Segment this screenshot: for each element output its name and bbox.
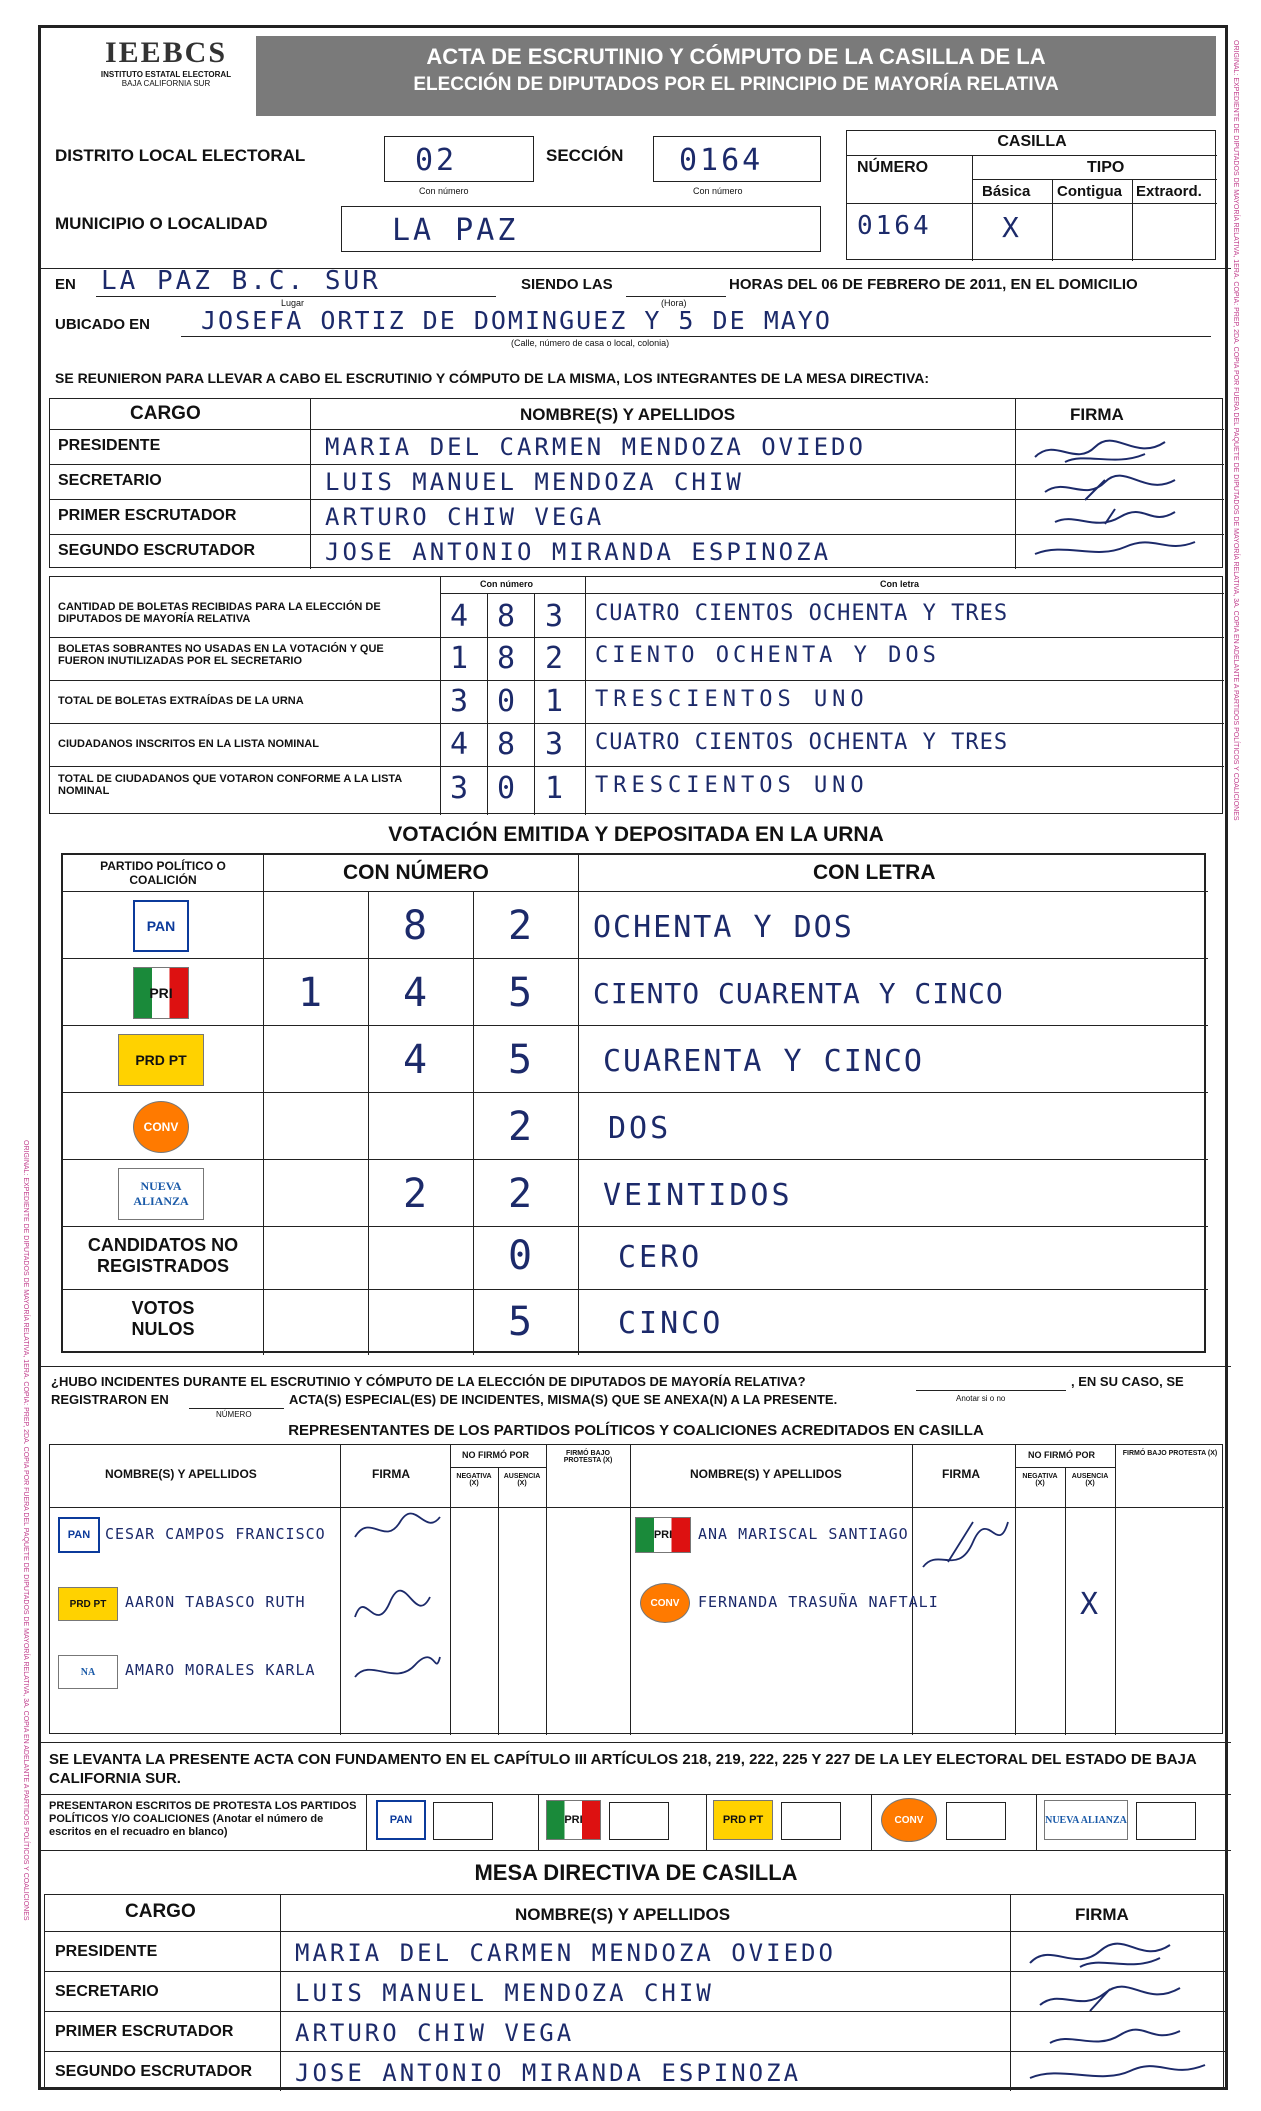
pan-logo-icon: PAN	[133, 900, 189, 952]
casilla-contigua-label: Contigua	[1057, 183, 1122, 200]
boletas-row-inscritos-letra: CUATRO CIENTOS OCHENTA Y TRES	[595, 730, 1009, 755]
votacion-cnr-d3: 0	[508, 1233, 536, 1279]
section-value: 0164	[679, 143, 764, 178]
votacion-pri-letra: CIENTO CUARENTA Y CINCO	[593, 977, 1004, 1010]
boletas-row-votaron-d2: 0	[497, 771, 519, 806]
protesta-prd-pt-box[interactable]	[781, 1802, 841, 1840]
boletas-row-sobrantes-letra: CIENTO OCHENTA Y DOS	[595, 643, 940, 668]
mesa-top-cargo-segundo: SEGUNDO ESCRUTADOR	[58, 542, 256, 559]
left-margin-note: ORIGINAL: EXPEDIENTE DE DIPUTADOS DE MAYORÍA RELATIVA, 1ERA. COPIA: PREP, 2DA. COPIA POR FUERA DEL PAQUETE DE DIPUTADOS DE MAYORÍA RELATIVA, 3A. COPIA EN ADELANTE A PARTIDOS POLÍTICOS Y COALICIONES	[22, 1140, 29, 1921]
votacion-prd-d2: 4	[403, 1037, 431, 1083]
rep-left-nombre-header: NOMBRE(S) Y APELLIDOS	[105, 1467, 257, 1481]
institute-state: BAJA CALIFORNIA SUR	[121, 79, 211, 88]
votacion-conv-d3: 2	[508, 1104, 536, 1150]
votos-nulos-label: VOTOS NULOS	[131, 1298, 195, 1339]
mesa-top-cargo-primer: PRIMER ESCRUTADOR	[58, 507, 237, 524]
votacion-nulos-d3: 5	[508, 1299, 536, 1345]
candidatos-no-registrados-label: CANDIDATOS NO REGISTRADOS	[87, 1235, 239, 1276]
representantes-table	[49, 1444, 1223, 1734]
mesa-bottom-nombre-presidente: MARIA DEL CARMEN MENDOZA OVIEDO	[295, 1939, 836, 1967]
municipality-label: MUNICIPIO O LOCALIDAD	[55, 214, 268, 233]
mesa-bottom-cargo-primer: PRIMER ESCRUTADOR	[55, 2023, 234, 2040]
votacion-table	[61, 853, 1206, 1353]
incidentes-anotar: Anotar si o no	[956, 1394, 1006, 1403]
votacion-prd-d3: 5	[508, 1037, 536, 1083]
protesta-pri-box[interactable]	[609, 1802, 669, 1840]
boletas-row-recibidas-d3: 3	[545, 599, 567, 634]
rep-pan-icon: PAN	[58, 1517, 100, 1553]
section-label: SECCIÓN	[546, 146, 624, 165]
district-value: 02	[415, 143, 458, 178]
incidentes-line2a: REGISTRARON EN	[51, 1392, 169, 1407]
ieebcs-logo	[91, 36, 241, 116]
mesa-bottom-cargo-secretario: SECRETARIO	[55, 1983, 159, 2000]
rep-convergencia-icon: CONV	[640, 1583, 690, 1623]
rep-pri-icon: PRI	[635, 1517, 691, 1553]
boletas-con-letra-header: Con letra	[880, 579, 920, 589]
rep-signatures	[345, 1507, 445, 1707]
lugar-value: LA PAZ B.C. SUR	[101, 266, 381, 296]
protesta-pan-icon: PAN	[376, 1800, 426, 1840]
logo-mark: IEEBCS	[104, 36, 228, 69]
mesa-bottom-cargo-presidente: PRESIDENTE	[55, 1943, 158, 1960]
mesa-top-cargo-header: CARGO	[130, 403, 201, 424]
mesa-top-nombre-header: NOMBRE(S) Y APELLIDOS	[520, 405, 736, 424]
votacion-letra-header: CON LETRA	[813, 861, 936, 884]
address-value: JOSEFA ORTIZ DE DOMINGUEZ Y 5 DE MAYO	[201, 306, 832, 335]
protesta-convergencia-box[interactable]	[946, 1802, 1006, 1840]
rep-nueva-alianza-icon: NA	[58, 1655, 118, 1689]
boletas-row-recibidas-letra: CUATRO CIENTOS OCHENTA Y TRES	[595, 601, 1009, 626]
nueva-alianza-logo-icon: NUEVA ALIANZA	[118, 1168, 204, 1220]
boletas-row-inscritos-label: CIUDADANOS INSCRITOS EN LA LISTA NOMINAL	[58, 738, 319, 750]
mesa-bottom-cargo-segundo: SEGUNDO ESCRUTADOR	[55, 2063, 253, 2080]
reunieron-text: SE REUNIERON PARA LLEVAR A CABO EL ESCRUTINIO Y CÓMPUTO DE LA MISMA, LOS INTEGRANTES DE LA MESA DIRECTIVA:	[55, 370, 930, 386]
mesa-bottom-cargo-header: CARGO	[125, 1901, 196, 1922]
boletas-row-recibidas-label: CANTIDAD DE BOLETAS RECIBIDAS PARA LA ELECCIÓN DE DIPUTADOS DE MAYORÍA RELATIVA	[58, 601, 381, 625]
protesta-pri-icon: PRI	[546, 1800, 601, 1840]
boletas-table	[49, 576, 1223, 814]
votacion-pri-d1: 1	[298, 970, 326, 1016]
boletas-row-sobrantes-label: BOLETAS SOBRANTES NO USADAS EN LA VOTACIÓN Y QUE FUERON INUTILIZADAS POR EL SECRETARIO	[58, 643, 384, 667]
boletas-row-inscritos-d2: 8	[497, 727, 519, 762]
casilla-title: CASILLA	[997, 133, 1067, 150]
incidentes-line2b: ACTA(S) ESPECIAL(ES) DE INCIDENTES, MISMA(S) QUE SE ANEXA(N) A LA PRESENTE.	[289, 1392, 838, 1407]
rep-left-ausencia: AUSENCIA (X)	[503, 1473, 541, 1487]
rep-left-bajo-protesta: FIRMÓ BAJO PROTESTA (X)	[563, 1450, 613, 1464]
mesa-bottom-signatures	[1020, 1933, 1215, 2088]
prd-pt-logo-icon: PRD PT	[118, 1034, 204, 1086]
title-banner	[256, 36, 1216, 116]
convergencia-logo-icon: CONV	[133, 1101, 189, 1153]
boletas-row-inscritos-d3: 3	[545, 727, 567, 762]
protesta-nueva-alianza-icon: NUEVA ALIANZA	[1044, 1800, 1128, 1840]
protesta-nueva-alianza-box[interactable]	[1136, 1802, 1196, 1840]
rep-left-negativa: NEGATIVA (X)	[456, 1473, 492, 1487]
rep-right-no-firmo: NO FIRMÓ POR	[1028, 1450, 1095, 1460]
votacion-pri-d2: 4	[403, 970, 431, 1016]
right-margin-note: ORIGINAL: EXPEDIENTE DE DIPUTADOS DE MAYORÍA RELATIVA, 1ERA. COPIA: PREP, 2DA. COPIA POR FUERA DEL PAQUETE DE DIPUTADOS DE MAYORÍA RELATIVA, 3A. COPIA EN ADELANTE A PARTIDOS POLÍTICOS Y COALICIONES	[1232, 40, 1239, 821]
rep-left-name-3: AMARO MORALES KARLA	[125, 1661, 316, 1679]
casilla-numero-value: 0164	[857, 211, 932, 241]
votacion-prd-letra: CUARENTA Y CINCO	[603, 1044, 924, 1079]
rep-right-negativa: NEGATIVA (X)	[1022, 1473, 1058, 1487]
rep-right-ausencia: AUSENCIA (X)	[1071, 1473, 1109, 1487]
title-line-2: ELECCIÓN DE DIPUTADOS POR EL PRINCIPIO DE MAYORÍA RELATIVA	[413, 74, 1059, 95]
boletas-row-votaron-letra: TRESCIENTOS UNO	[595, 773, 869, 798]
acta-sheet	[38, 25, 1228, 2090]
casilla-extraord-label: Extraord.	[1136, 183, 1202, 200]
votacion-pri-d3: 5	[508, 970, 536, 1016]
rep-prd-pt-icon: PRD PT	[58, 1587, 118, 1621]
casilla-box	[846, 130, 1216, 260]
ubicado-label: UBICADO EN	[55, 316, 151, 333]
mesa-top-cargo-secretario: SECRETARIO	[58, 472, 162, 489]
mesa-bottom-firma-header: FIRMA	[1075, 1905, 1129, 1924]
mesa-top-nombre-presidente: MARIA DEL CARMEN MENDOZA OVIEDO	[325, 433, 866, 461]
rep-left-name-2: AARON TABASCO RUTH	[125, 1593, 306, 1611]
boletas-row-sobrantes-d2: 8	[497, 641, 519, 676]
votacion-na-d2: 2	[403, 1171, 431, 1217]
section-field[interactable]	[653, 136, 821, 182]
rep-right-name-1: ANA MARISCAL SANTIAGO	[698, 1525, 909, 1543]
section-caption: Con número	[693, 186, 743, 196]
casilla-numero-label: NÚMERO	[857, 159, 929, 176]
votacion-conv-letra: DOS	[608, 1111, 672, 1146]
votacion-title: VOTACIÓN EMITIDA Y DEPOSITADA EN LA URNA	[388, 823, 884, 846]
rep-left-name-1: CESAR CAMPOS FRANCISCO	[105, 1525, 326, 1543]
protesta-convergencia-icon: CONV	[881, 1798, 937, 1842]
votacion-nulos-letra: CINCO	[618, 1306, 724, 1341]
votacion-cnr-letra: CERO	[618, 1240, 703, 1275]
mesa-top-nombre-segundo: JOSE ANTONIO MIRANDA ESPINOZA	[325, 538, 832, 566]
boletas-row-extraidas-label: TOTAL DE BOLETAS EXTRAÍDAS DE LA URNA	[58, 695, 304, 707]
rep-left-firma-header: FIRMA	[372, 1467, 410, 1481]
mesa-bottom-title: MESA DIRECTIVA DE CASILLA	[474, 1860, 798, 1885]
votacion-pan-d2: 8	[403, 903, 431, 949]
protesta-text: PRESENTARON ESCRITOS DE PROTESTA LOS PARTIDOS POLÍTICOS Y/O COALICIONES (Anotar el número de escritos en el recuadro en blanco)	[49, 1800, 357, 1838]
municipality-field[interactable]	[341, 206, 821, 252]
boletas-row-votaron-d1: 3	[450, 771, 472, 806]
boletas-row-inscritos-d1: 4	[450, 727, 472, 762]
boletas-row-extraidas-d3: 1	[545, 684, 567, 719]
casilla-basica-label: Básica	[982, 183, 1031, 200]
mesa-top-nombre-secretario: LUIS MANUEL MENDOZA CHIW	[325, 468, 744, 496]
casilla-basica-mark: X	[1002, 211, 1022, 244]
district-label: DISTRITO LOCAL ELECTORAL	[55, 146, 306, 165]
rep-right-bajo-protesta: FIRMÓ BAJO PROTESTA (X)	[1122, 1450, 1218, 1457]
address-caption: (Calle, número de casa o local, colonia)	[511, 338, 670, 348]
incidentes-line1-end: , EN SU CASO, SE	[1071, 1374, 1184, 1389]
mesa-top-nombre-primer: ARTURO CHIW VEGA	[325, 503, 605, 531]
municipality-value: LA PAZ	[392, 213, 519, 248]
horas-text: HORAS DEL 06 DE FEBRERO DE 2011, EN EL DOMICILIO	[729, 276, 1138, 293]
rep-right-signature	[918, 1507, 1013, 1587]
incidentes-numero-caption: NÚMERO	[216, 1410, 252, 1419]
mesa-bottom-nombre-primer: ARTURO CHIW VEGA	[295, 2019, 575, 2047]
boletas-row-votaron-label: TOTAL DE CIUDADANOS QUE VOTARON CONFORME A LA LISTA NOMINAL	[58, 773, 402, 797]
signature-presidente	[1025, 432, 1205, 562]
mesa-bottom-nombre-secretario: LUIS MANUEL MENDOZA CHIW	[295, 1979, 714, 2007]
boletas-row-recibidas-d1: 4	[450, 599, 472, 634]
boletas-row-recibidas-d2: 8	[497, 599, 519, 634]
boletas-row-extraidas-letra: TRESCIENTOS UNO	[595, 687, 869, 712]
votacion-pan-letra: OCHENTA Y DOS	[593, 910, 854, 945]
rep-right-name-2: FERNANDA TRASUÑA NAFTALI	[698, 1593, 939, 1611]
en-label: EN	[55, 276, 76, 293]
boletas-row-votaron-d3: 1	[545, 771, 567, 806]
district-caption: Con número	[419, 186, 469, 196]
boletas-row-sobrantes-d1: 1	[450, 641, 472, 676]
boletas-row-extraidas-d2: 0	[497, 684, 519, 719]
mesa-directiva-top-table	[49, 398, 1223, 568]
siendo-label: SIENDO LAS	[521, 276, 613, 293]
votacion-numero-header: CON NÚMERO	[343, 861, 489, 884]
boletas-row-sobrantes-d3: 2	[545, 641, 567, 676]
title-line-1: ACTA DE ESCRUTINIO Y CÓMPUTO DE LA CASILLA DE LA	[426, 44, 1046, 69]
mesa-top-cargo-presidente: PRESIDENTE	[58, 437, 161, 454]
votacion-na-letra: VEINTIDOS	[603, 1178, 793, 1213]
votacion-pan-d3: 2	[508, 903, 536, 949]
votacion-partido-header: PARTIDO POLÍTICO O COALICIÓN	[100, 859, 226, 887]
mesa-directiva-bottom-table	[44, 1894, 1224, 2090]
mesa-top-firma-header: FIRMA	[1070, 405, 1124, 424]
district-field[interactable]	[384, 136, 534, 182]
hora-caption: (Hora)	[661, 298, 687, 308]
lugar-caption: Lugar	[281, 298, 305, 308]
protesta-prd-pt-icon: PRD PT	[713, 1800, 773, 1840]
casilla-tipo-label: TIPO	[1087, 159, 1125, 176]
institute-name: INSTITUTO ESTATAL ELECTORAL	[100, 70, 232, 79]
mesa-bottom-nombre-segundo: JOSE ANTONIO MIRANDA ESPINOZA	[295, 2059, 802, 2087]
protesta-pan-box[interactable]	[433, 1802, 493, 1840]
rep-left-no-firmo: NO FIRMÓ POR	[462, 1450, 529, 1460]
rep-right-nombre-header: NOMBRE(S) Y APELLIDOS	[690, 1467, 842, 1481]
boletas-row-extraidas-d1: 3	[450, 684, 472, 719]
pri-logo-icon: PRI	[133, 967, 189, 1019]
fundamento-text: SE LEVANTA LA PRESENTE ACTA CON FUNDAMENTO EN EL CAPÍTULO III ARTÍCULOS 218, 219, 222, 225 Y 227 DE LA LEY ELECTORAL DEL ESTADO DE BAJA CALIFORNIA SUR.	[49, 1751, 1197, 1787]
mesa-bottom-nombre-header: NOMBRE(S) Y APELLIDOS	[515, 1905, 731, 1924]
rep-right-firma-header: FIRMA	[942, 1467, 980, 1481]
rep-right-ausencia-mark: X	[1080, 1587, 1102, 1622]
incidentes-line1: ¿HUBO INCIDENTES DURANTE EL ESCRUTINIO Y CÓMPUTO DE LA ELECCIÓN DE DIPUTADOS DE MAYORÍA RELATIVA?	[51, 1374, 806, 1389]
boletas-con-numero-header: Con número	[480, 579, 533, 589]
representantes-title: REPRESENTANTES DE LOS PARTIDOS POLÍTICOS Y COALICIONES ACREDITADOS EN CASILLA	[288, 1422, 984, 1439]
votacion-na-d3: 2	[508, 1171, 536, 1217]
